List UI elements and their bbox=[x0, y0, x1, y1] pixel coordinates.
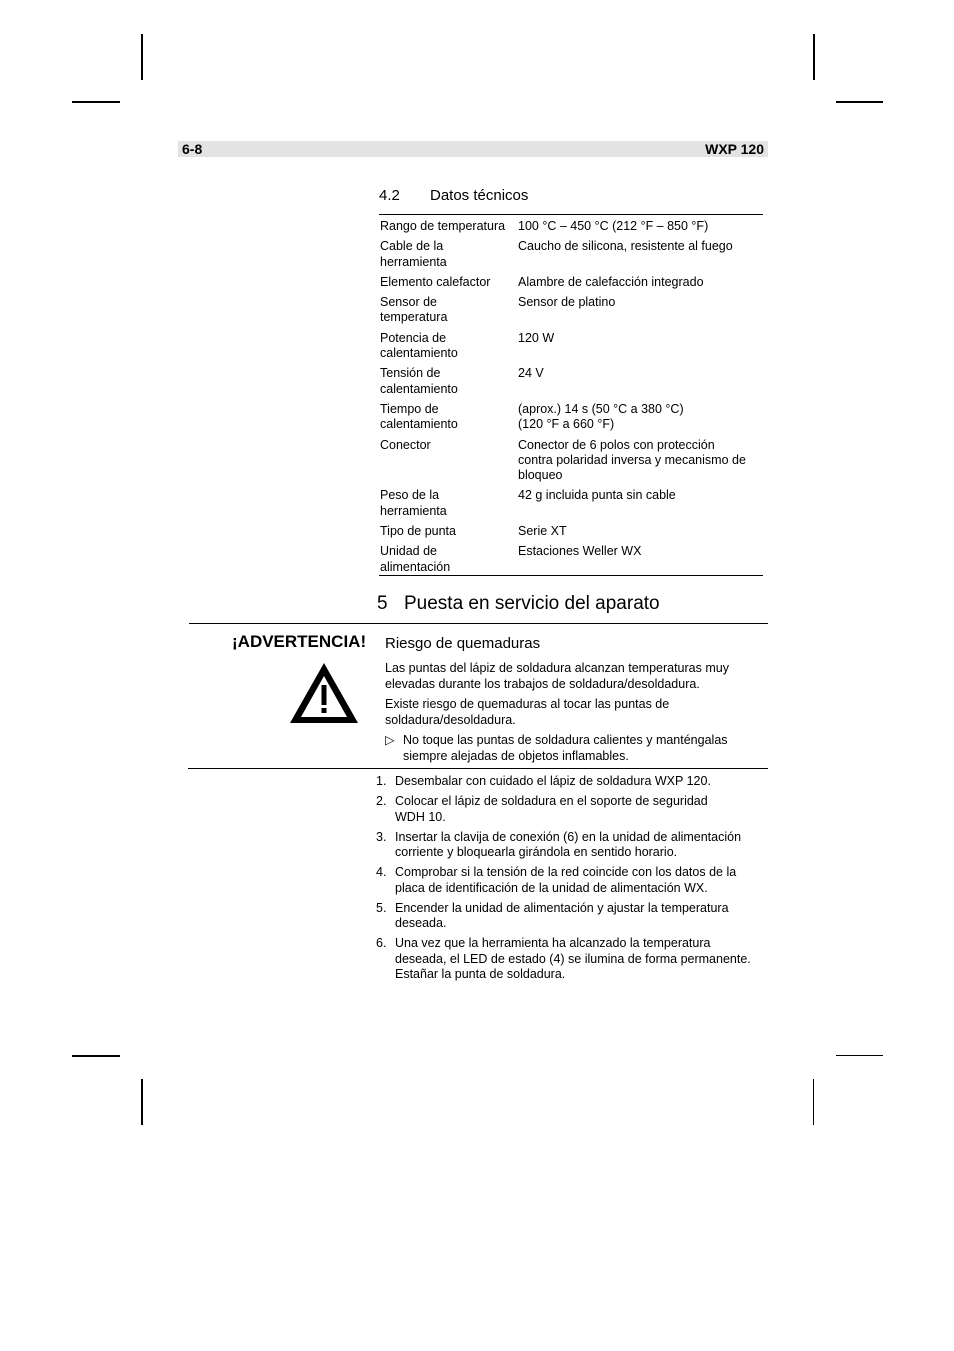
step-text: Una vez que la herramienta ha alcanzado la temperatura deseada, el LED de estado (4) se ilumina de forma permanente. Estañar la punta de soldadura. bbox=[395, 936, 751, 982]
step-text: Desembalar con cuidado el lápiz de soldadura WXP 120. bbox=[395, 774, 711, 788]
step-text: Insertar la clavija de conexión (6) en la unidad de alimentación corriente y bloquearla girándola en sentido horario. bbox=[395, 829, 742, 860]
step-number: 4. bbox=[376, 865, 387, 880]
section-number: 5 bbox=[377, 593, 388, 614]
section-heading-5 bbox=[377, 592, 660, 616]
step-text: Comprobar si la tensión de la red coincide con los datos de la placa de identificación de la unidad de alimentación WX. bbox=[395, 865, 737, 895]
warning-top-rule bbox=[189, 623, 768, 624]
step-item bbox=[376, 865, 768, 896]
table-top-rule bbox=[379, 214, 763, 215]
step-number: 6. bbox=[376, 936, 387, 951]
spec-value: 100 °C – 450 °C (212 °F – 850 °F) bbox=[518, 219, 709, 233]
page-number: 6-8 bbox=[182, 141, 203, 157]
warning-paragraph: Las puntas del lápiz de soldadura alcanzan temperaturas muy elevadas durante los trabajos de soldadura/desoldadura. bbox=[385, 661, 729, 691]
step-number: 3. bbox=[376, 829, 387, 844]
warning-paragraph: Existe riesgo de quemaduras al tocar las puntas de soldadura/desoldadura. bbox=[385, 697, 670, 727]
spec-label: Tiempo de calentamiento bbox=[380, 401, 458, 432]
crop-mark bbox=[141, 1079, 143, 1125]
step-item bbox=[376, 936, 768, 983]
spec-label: Potencia de calentamiento bbox=[380, 330, 458, 361]
spec-row bbox=[379, 239, 763, 275]
spec-row bbox=[379, 488, 763, 524]
warning-bullet-text: No toque las puntas de soldadura calientes y manténgalas siempre alejadas de objetos inflamables. bbox=[403, 733, 728, 763]
crop-mark bbox=[141, 34, 143, 80]
step-item bbox=[376, 794, 768, 825]
spec-value: Estaciones Weller WX bbox=[518, 544, 642, 559]
spec-value: 120 W bbox=[518, 330, 555, 345]
spec-label: Tensión de calentamiento bbox=[380, 366, 458, 396]
crop-mark bbox=[836, 101, 883, 103]
spec-value: 42 g incluida punta sin cable bbox=[518, 488, 676, 503]
warning-triangle-icon bbox=[288, 661, 360, 725]
spec-label: Sensor de temperatura bbox=[380, 295, 448, 325]
spec-row bbox=[379, 438, 763, 489]
spec-value: 24 V bbox=[518, 366, 544, 381]
spec-label: Peso de la herramienta bbox=[380, 488, 447, 518]
spec-row bbox=[379, 402, 763, 438]
step-number: 1. bbox=[376, 774, 387, 788]
step-number: 5. bbox=[376, 900, 387, 915]
page-header bbox=[178, 141, 768, 157]
spec-value: Serie XT bbox=[518, 524, 567, 539]
spec-label: Unidad de alimentación bbox=[380, 544, 451, 574]
spec-value: Caucho de silicona, resistente al fuego bbox=[518, 239, 733, 254]
spec-row bbox=[379, 366, 763, 402]
document-model: WXP 120 bbox=[705, 141, 764, 157]
spec-value: Alambre de calefacción integrado bbox=[518, 274, 704, 289]
warning-label: ¡ADVERTENCIA! bbox=[232, 632, 367, 651]
spec-label: Cable de la herramienta bbox=[380, 239, 447, 269]
spec-row bbox=[379, 275, 763, 295]
technical-data-table bbox=[379, 219, 763, 580]
step-text: Colocar el lápiz de soldadura en el soporte de seguridad WDH 10. bbox=[395, 794, 708, 824]
spec-row bbox=[379, 219, 763, 239]
spec-label: Tipo de punta bbox=[380, 524, 456, 539]
spec-label: Elemento calefactor bbox=[380, 274, 491, 289]
steps-list bbox=[376, 774, 768, 988]
section-title: Puesta en servicio del aparato bbox=[404, 593, 660, 614]
crop-mark bbox=[72, 101, 120, 103]
spec-row bbox=[379, 524, 763, 544]
spec-value: (aprox.) 14 s (50 °C a 380 °C) (120 °F a 660 °F) bbox=[518, 401, 684, 432]
section-title: Datos técnicos bbox=[430, 187, 529, 204]
spec-value: Conector de 6 polos con protección contra polaridad inversa y mecanismo de bloqueo bbox=[518, 437, 746, 483]
step-item bbox=[376, 830, 768, 861]
step-item bbox=[376, 901, 768, 932]
warning-bottom-rule bbox=[188, 768, 768, 769]
crop-mark bbox=[813, 34, 815, 80]
section-number: 4.2 bbox=[379, 187, 400, 204]
bullet-arrow-icon: ▷ bbox=[385, 733, 395, 747]
spec-row bbox=[379, 295, 763, 331]
spec-label: Rango de temperatura bbox=[380, 219, 506, 233]
step-text: Encender la unidad de alimentación y ajustar la temperatura deseada. bbox=[395, 900, 729, 931]
spec-label: Conector bbox=[380, 437, 431, 452]
table-bottom-rule bbox=[379, 575, 763, 576]
spec-row bbox=[379, 331, 763, 367]
spec-value: Sensor de platino bbox=[518, 295, 616, 310]
warning-title: Riesgo de quemaduras bbox=[385, 635, 541, 652]
section-heading-4-2 bbox=[379, 187, 528, 205]
crop-mark bbox=[72, 1055, 120, 1057]
crop-mark bbox=[813, 1079, 814, 1125]
step-number: 2. bbox=[376, 794, 387, 809]
crop-mark bbox=[836, 1055, 883, 1056]
step-item bbox=[376, 774, 768, 790]
